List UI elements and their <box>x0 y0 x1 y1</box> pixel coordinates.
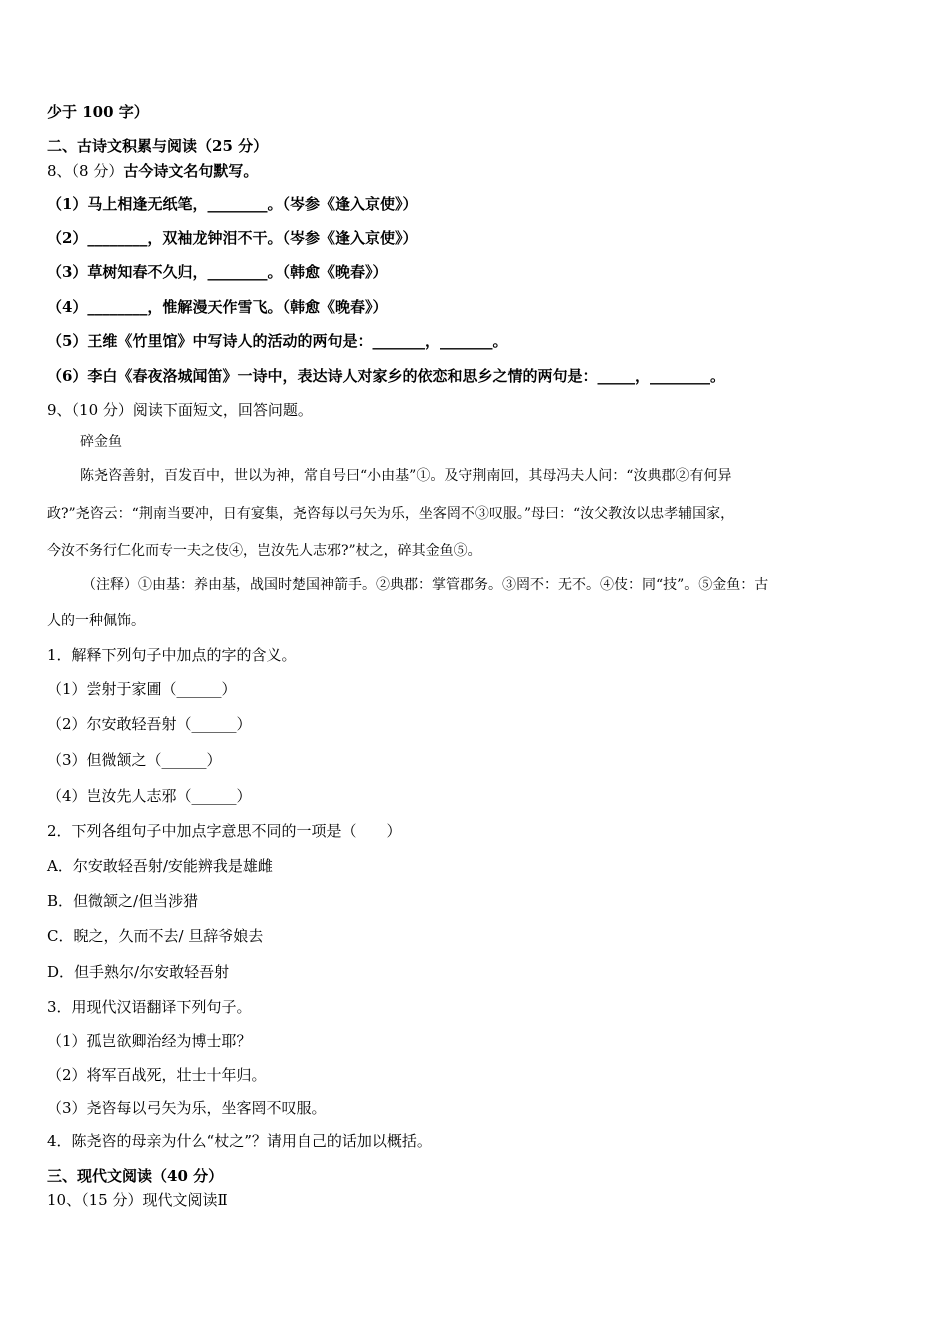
annotation-line-1: （注释）①由基：养由基，战国时楚国神箭手。②典郡：掌管郡务。③罔不：无不。④伎：同“技”。⑤金鱼：古 <box>82 577 769 593</box>
option-b: B．但微颔之/但当涉猎 <box>47 892 199 910</box>
subquestion-1-item-2: （2）尔安敢轻吾射（______） <box>47 715 252 733</box>
subquestion-2: 2．下列各组句子中加点字意思不同的一项是（ ） <box>47 822 402 840</box>
question-10-title: 10、（15 分）现代文阅读Ⅱ <box>47 1191 228 1209</box>
subquestion-3: 3．用现代汉语翻译下列句子。 <box>47 998 252 1016</box>
option-a: A．尔安敢轻吾射/安能辨我是雄雌 <box>47 857 273 875</box>
previous-question-tail: 少于 100 字） <box>47 103 149 121</box>
subquestion-1-item-1: （1）尝射于家圃（______） <box>47 680 237 698</box>
q8-item-3: （3）草树知春不久归，________。（韩愈《晚春》） <box>47 263 388 281</box>
subquestion-3-item-2: （2）将军百战死，壮士十年归。 <box>47 1066 267 1084</box>
option-c: C．睨之，久而不去/ 旦辞爷娘去 <box>47 927 264 945</box>
subquestion-3-item-1: （1）孤岂欲卿治经为博士耶？ <box>47 1032 252 1050</box>
q8-item-2: （2）________，双袖龙钟泪不干。（岑参《逢入京使》） <box>47 229 418 247</box>
q8-item-5: （5）王维《竹里馆》中写诗人的活动的两句是：_______，_______。 <box>47 332 508 350</box>
subquestion-4: 4．陈尧咨的母亲为什么“杖之”？请用自己的话加以概括。 <box>47 1132 432 1150</box>
q8-item-1: （1）马上相逢无纸笔，________。（岑参《逢入京使》） <box>47 195 418 213</box>
section-3-heading: 三、现代文阅读（40 分） <box>47 1167 224 1185</box>
question-8-instruction: 古今诗文名句默写。 <box>123 162 259 180</box>
passage-line-1: 陈尧咨善射，百发百中，世以为神，常自号曰“小由基”①。及守荆南回，其母冯夫人问：“汝典郡②有何异 <box>80 468 732 484</box>
question-8-number: 8、（8 分） <box>47 162 124 180</box>
passage-line-3: 今汝不务行仁化而专一夫之伎④，岂汝先人志邪?”杖之，碎其金鱼⑤。 <box>47 543 482 559</box>
subquestion-3-item-3: （3）尧咨每以弓矢为乐，坐客罔不叹服。 <box>47 1099 327 1117</box>
passage-line-2: 政?”尧咨云：“荆南当要冲，日有宴集，尧咨每以弓矢为乐，坐客罔不③叹服。”母曰：“汝父教汝以忠孝辅国家， <box>47 506 735 522</box>
option-d: D．但手熟尔/尔安敢轻吾射 <box>47 963 230 981</box>
subquestion-1-item-3: （3）但微颔之（______） <box>47 751 222 769</box>
subquestion-1: 1．解释下列句子中加点的字的含义。 <box>47 646 297 664</box>
section-2-heading: 二、古诗文积累与阅读（25 分） <box>47 137 269 155</box>
annotation-line-2: 人的一种佩饰。 <box>47 613 145 629</box>
q8-item-4: （4）________，惟解漫天作雪飞。（韩愈《晚春》） <box>47 298 388 316</box>
question-9-title: 9、（10 分）阅读下面短文，回答问题。 <box>47 401 313 419</box>
q8-item-6: （6）李白《春夜洛城闻笛》一诗中，表达诗人对家乡的依恋和思乡之情的两句是：_____，________。 <box>47 367 725 385</box>
passage-title: 碎金鱼 <box>80 434 122 450</box>
subquestion-1-item-4: （4）岂汝先人志邪（______） <box>47 787 252 805</box>
question-8-title <box>47 161 258 181</box>
